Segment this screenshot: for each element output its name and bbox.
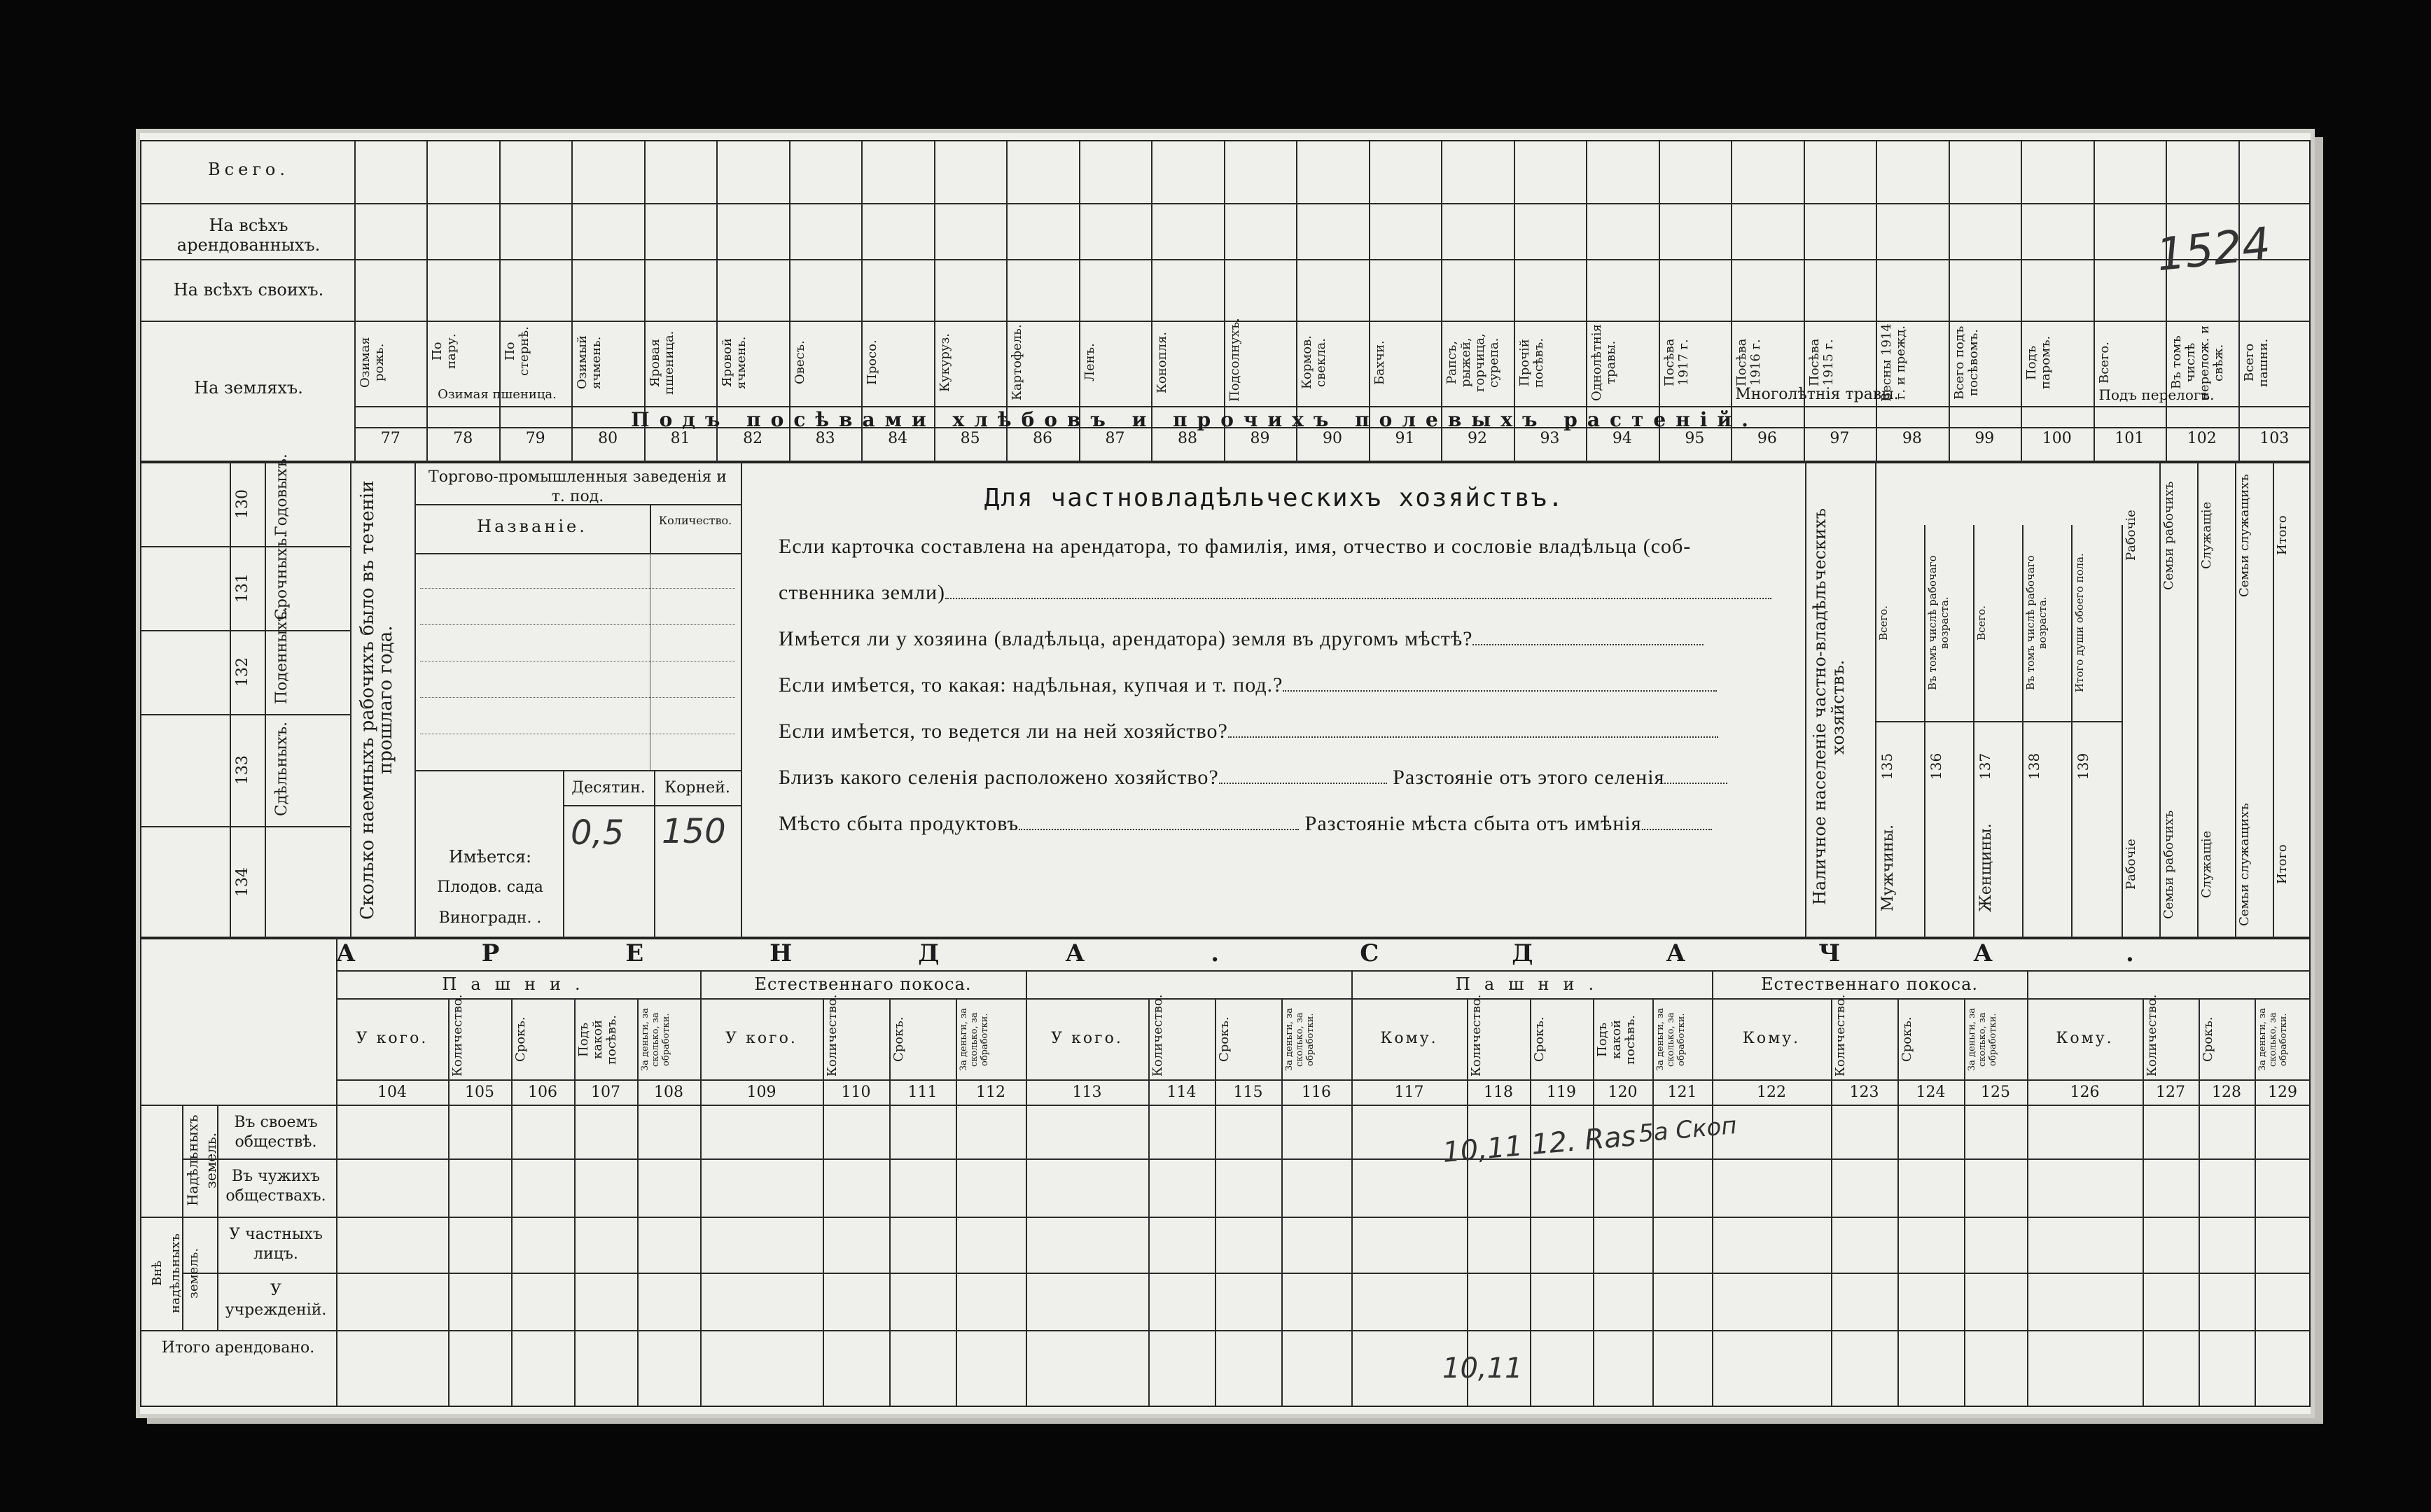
worker-type: Поденныхъ.: [273, 606, 291, 704]
row-group-vne: Внѣ надѣльныхъ земель.: [150, 1233, 201, 1313]
crop-header: Бахчи.: [1372, 340, 1387, 385]
trade-dotted-line: [420, 661, 735, 662]
crop-header: Рапсъ, рыжей, горчица, сурепа.: [1444, 333, 1502, 392]
crop-header: По пару.: [430, 333, 459, 370]
q1: Если карточка составлена на арендатора, то фамилія, имя, отчество и сословіе владѣльца (соб-: [779, 535, 1692, 558]
crop-number: 100: [2042, 430, 2072, 447]
lease-number: 125: [1981, 1084, 2010, 1101]
pop-right-header: Семьи служащихъ: [2237, 474, 2252, 597]
crop-header: Овесъ.: [792, 340, 807, 385]
lease-col-line: [1964, 998, 1965, 1407]
pop-number: 136: [1928, 752, 1944, 780]
crop-header: Всего.: [2096, 342, 2112, 384]
crop-header: Посѣва 1916 г.: [1734, 338, 1764, 387]
lease-row-label: У частныхъ лицъ.: [229, 1226, 323, 1263]
q6: Мѣсто сбыта продуктовъ Разстояніе мѣста сбыта отъ имѣнія: [779, 812, 1712, 836]
trade-count-header: Количество.: [658, 514, 732, 527]
lease-number: 119: [1547, 1084, 1576, 1101]
lease-col-header: Кому.: [2056, 1030, 2114, 1047]
trade-title: Торгово-промышленныя заведенія и т. под.: [429, 468, 727, 505]
worker-number: 134: [234, 867, 251, 897]
crop-header: Конопля.: [1155, 331, 1170, 394]
lease-col-header: Срокъ.: [513, 1016, 528, 1063]
lease-number: 124: [1916, 1084, 1946, 1101]
lease-number: 121: [1667, 1084, 1697, 1101]
lease-col-line: [1897, 998, 1899, 1407]
pop-men: Мужчины.: [1879, 824, 1897, 912]
winter-wheat-label: Озимая пшеница.: [438, 387, 557, 402]
hand-desyatin: 0,5: [571, 813, 625, 853]
pop-number: 137: [1977, 752, 1993, 780]
crop-header: Просо.: [865, 340, 880, 386]
hand-lease-1: 10,11 12. Ras: [1441, 1120, 1638, 1169]
lease-col-line: [1831, 998, 1832, 1407]
lease-col-header: Количество.: [450, 994, 465, 1077]
private-title: Для частновладѣльческихъ хозяйствъ.: [984, 484, 1565, 512]
crop-number: 93: [1540, 430, 1560, 447]
lease-col-header: Подъ какой посѣвъ.: [576, 1014, 619, 1065]
lease-col-line: [956, 998, 957, 1407]
desyatin-header: Десятин.: [571, 779, 646, 797]
perennial-label: Многолѣтнія травы.: [1735, 386, 1899, 403]
population-title: Наличное населеніе частно-владѣльческихъ хозяйствъ.: [1810, 508, 1848, 906]
crop-header: Подсолнухъ.: [1227, 318, 1242, 402]
workers-title: Сколько наемныхъ рабочихъ было въ теченіи прошлаго года.: [357, 480, 396, 920]
crop-number: 88: [1178, 430, 1198, 447]
lease-number: 105: [465, 1084, 494, 1101]
lease-col-header: За деньги, за сколько, за обработки.: [2257, 1008, 2289, 1072]
lease-number: 123: [1849, 1084, 1879, 1101]
lease-number: 110: [841, 1084, 871, 1101]
pop-women: Женщины.: [1977, 823, 1995, 913]
crop-number: 90: [1322, 430, 1342, 447]
hand-roots: 150: [662, 812, 726, 851]
crop-number: 101: [2115, 430, 2145, 447]
lease-col-line: [1467, 998, 1468, 1407]
lease-col-line: [448, 998, 450, 1407]
crop-number: 80: [598, 430, 618, 447]
lease-row-label: Итого арендовано.: [161, 1339, 315, 1357]
lease-number: 114: [1166, 1084, 1197, 1101]
lease-col-header: Количество.: [825, 994, 840, 1077]
hand-lease-2: 5а Скоп: [1637, 1111, 1739, 1149]
crop-number: 78: [453, 430, 473, 447]
pop-right-line: [2235, 462, 2236, 938]
crop-header: Прочій посѣвъ.: [1517, 337, 1546, 388]
crop-number: 99: [1974, 430, 1995, 447]
pop-col-header: Въ томъ числѣ рабочаго возраста.: [2024, 555, 2049, 691]
crop-number: 97: [1830, 430, 1850, 447]
worker-type: Сдѣльныхъ.: [273, 721, 291, 816]
pop-col-header: Въ томъ числѣ рабочаго возраста.: [1926, 555, 1951, 691]
lease-col-header: Срокъ.: [1217, 1016, 1232, 1063]
lease-col-line: [574, 998, 576, 1407]
lease-row-line: [182, 1158, 2311, 1160]
corner-handwriting: 1524: [2154, 218, 2273, 282]
hand-lease-3: 10,11: [1442, 1352, 1523, 1385]
crop-col-line: [2166, 140, 2167, 462]
crop-number: 81: [670, 430, 690, 447]
lease-col-header: За деньги, за сколько, за обработки.: [1284, 1008, 1316, 1072]
pop-right-line: [2159, 462, 2161, 938]
lease-number: 117: [1394, 1084, 1424, 1101]
lease-number: 107: [591, 1084, 620, 1101]
pop-col-line: [2122, 525, 2123, 938]
row-own: На всѣхъ своихъ.: [173, 280, 324, 300]
lease-row-label: Въ чужихъ обществахъ.: [225, 1168, 326, 1205]
lease-group-title: Пашни.: [442, 974, 594, 994]
lease-col-header: У кого.: [1051, 1030, 1123, 1047]
pop-col-header: Итого души обоего пола.: [2073, 553, 2086, 693]
lease-number: 106: [528, 1084, 557, 1101]
lease-number: 113: [1072, 1084, 1102, 1101]
lease-col-line: [1530, 998, 1531, 1407]
lease-col-header: За деньги, за сколько, за обработки.: [640, 1008, 671, 1072]
pop-right-footer: Итого: [2275, 844, 2290, 885]
crop-number: 103: [2259, 430, 2290, 447]
lease-col-header: За деньги, за сколько, за обработки.: [1655, 1008, 1687, 1072]
lease-col-line: [637, 998, 639, 1407]
crop-number: 83: [815, 430, 835, 447]
crop-header: Въ томъ числѣ перелож. и свѣж.: [2169, 325, 2227, 400]
lease-number: 127: [2156, 1084, 2185, 1101]
fallow-label: Подъ перелогъ.: [2098, 386, 2215, 403]
sdacha-banner: СДАЧА.: [1360, 939, 2267, 967]
pop-col-line: [2071, 525, 2073, 938]
crop-number: 91: [1395, 430, 1415, 447]
crop-number: 94: [1612, 430, 1632, 447]
row-total: Всего.: [208, 160, 289, 179]
lease-col-line: [2199, 998, 2200, 1407]
worker-row-line: [140, 826, 350, 827]
lease-col-header: Срокъ.: [1900, 1016, 1914, 1063]
pop-number: 138: [2026, 752, 2042, 780]
lease-row-line: [140, 1330, 2311, 1331]
crop-number: 96: [1757, 430, 1777, 447]
lease-number: 120: [1608, 1084, 1638, 1101]
lease-number: 111: [907, 1084, 938, 1101]
q5: Близъ какого селенія расположено хозяйство? Разстояніе отъ этого селенія: [779, 766, 1727, 790]
q4: Если имѣется, то ведется ли на ней хозяйство?: [779, 720, 1718, 743]
lease-col-line: [823, 998, 824, 1407]
crop-header: Кормов. свекла.: [1300, 335, 1329, 390]
pop-right-line: [2273, 462, 2274, 938]
q3: Если имѣется, то какая: надѣльная, купчая и т. под.?: [779, 673, 1717, 697]
worker-type: Годовыхъ.: [273, 454, 291, 536]
trade-name-header: Названіе.: [477, 517, 587, 536]
pop-col-header: Всего.: [1877, 606, 1890, 640]
lease-number: 128: [2212, 1084, 2241, 1101]
pop-number: 135: [1879, 752, 1895, 780]
lease-number: 116: [1302, 1084, 1331, 1101]
lease-col-header: Срокъ.: [2201, 1016, 2215, 1063]
crops-banner: Подъ посѣвами хлѣбовъ и прочихъ полевыхъ растеній.: [631, 408, 1758, 431]
lease-col-line: [1593, 998, 1594, 1407]
crop-col-line: [2094, 140, 2095, 462]
census-card: [140, 133, 2311, 1414]
crop-header: Озимая рожь.: [358, 337, 386, 388]
has-label: Имѣется:: [448, 847, 532, 867]
lease-number: 129: [2268, 1084, 2297, 1101]
lease-number: 118: [1484, 1084, 1513, 1101]
lease-number: 109: [746, 1084, 776, 1101]
vineyard-label: Виноградн. .: [438, 909, 542, 927]
worker-number: 131: [234, 573, 251, 603]
pop-right-footer: Семьи рабочихъ: [2161, 810, 2176, 919]
lease-col-header: Подъ какой посѣвъ.: [1595, 1014, 1638, 1065]
lease-col-line: [889, 998, 891, 1407]
crop-number: 86: [1033, 430, 1053, 447]
lease-col-header: За деньги, за сколько, за обработки.: [1967, 1008, 1998, 1072]
crop-header: Яровая пшеница.: [647, 330, 676, 395]
worker-number: 132: [234, 657, 251, 687]
lease-col-line: [1148, 998, 1150, 1407]
row-group-nadel: Надѣльныхъ земель.: [184, 1114, 219, 1207]
crop-number: 79: [525, 430, 545, 447]
lease-col-header: Количество.: [2145, 994, 2159, 1077]
lease-number: 112: [976, 1084, 1005, 1101]
lease-col-header: Количество.: [1150, 994, 1165, 1077]
worker-row-line: [140, 630, 350, 631]
pop-right-header: Итого: [2275, 515, 2290, 556]
row-leased: На всѣхъ арендованныхъ.: [176, 216, 321, 255]
lease-col-header: Срокъ.: [1532, 1016, 1547, 1063]
crop-number: 92: [1467, 430, 1487, 447]
pop-col-header: Всего.: [1975, 606, 1988, 640]
crop-number: 89: [1250, 430, 1270, 447]
crop-header: Посѣва 1915 г.: [1806, 338, 1836, 387]
lease-col-line: [2143, 998, 2144, 1407]
pop-right-footer: Семьи служащихъ: [2237, 803, 2252, 926]
crop-number: 98: [1902, 430, 1922, 447]
lease-col-line: [1652, 998, 1654, 1407]
crop-header: Всего пашни.: [2241, 338, 2271, 387]
lease-col-line: [511, 998, 513, 1407]
crop-number: 84: [888, 430, 908, 447]
crop-number: 95: [1685, 430, 1705, 447]
lease-number: 115: [1233, 1084, 1263, 1101]
lease-row-line: [140, 1217, 2311, 1218]
worker-row-line: [140, 546, 350, 547]
crop-col-line: [2238, 140, 2240, 462]
lease-col-header: Срокъ.: [891, 1016, 906, 1063]
crop-header: Весны 1914 г. и прежд.: [1879, 323, 1909, 402]
pop-right-footer: Служащіе: [2199, 830, 2214, 899]
lease-group-title: Естественнаго покоса.: [754, 974, 972, 994]
crop-header: Подъ паромъ.: [2024, 335, 2054, 390]
pop-right-header: Служащіе: [2199, 501, 2214, 570]
lease-col-header: Кому.: [1380, 1030, 1438, 1047]
crop-number: 82: [743, 430, 763, 447]
crop-number: 102: [2187, 430, 2217, 447]
orchard-label: Плодов. сада: [437, 878, 543, 896]
pop-number: 139: [2075, 752, 2091, 780]
pop-right-header: Семьи рабочихъ: [2161, 481, 2176, 590]
pop-col-line: [1973, 525, 1974, 938]
lease-number: 126: [2070, 1084, 2100, 1101]
crop-header: По стернѣ.: [502, 326, 531, 377]
crop-number: 87: [1105, 430, 1125, 447]
arenda-banner: АРЕНДА.: [336, 939, 1346, 967]
lease-row-label: У учрежденій.: [225, 1282, 327, 1319]
lease-col-line: [2255, 998, 2256, 1407]
lease-col-header: Количество.: [1469, 994, 1484, 1077]
pop-sex-line: [1875, 721, 2122, 722]
lease-col-line: [1215, 998, 1216, 1407]
roots-header: Корней.: [664, 779, 730, 797]
pop-right-footer: Рабочіе: [2124, 839, 2138, 890]
lease-col-header: За деньги, за сколько, за обработки.: [959, 1008, 990, 1072]
crop-header: Однолѣтнія травы.: [1589, 323, 1619, 402]
q2: Имѣется ли у хозяина (владѣльца, арендатора) земля въ другомъ мѣстѣ?: [779, 627, 1704, 651]
crop-header: Всего подъ посѣвомъ.: [1951, 326, 1981, 400]
worker-row-line: [140, 714, 350, 715]
trade-dotted-line: [420, 588, 735, 589]
lease-group-title: Естественнаго покоса.: [1760, 974, 1979, 994]
pop-right-line: [2197, 462, 2199, 938]
crop-header: Ленъ.: [1082, 343, 1097, 382]
crop-number: 77: [380, 430, 400, 447]
lease-col-header: Кому.: [1742, 1030, 1801, 1047]
lease-row-line: [182, 1273, 2311, 1274]
lease-col-header: У кого.: [725, 1030, 797, 1047]
crop-header: Посѣва 1917 г.: [1662, 338, 1691, 387]
crop-number: 85: [960, 430, 980, 447]
lease-number: 122: [1757, 1084, 1786, 1101]
lease-col-header: Количество.: [1833, 994, 1848, 1077]
lease-number: 108: [654, 1084, 683, 1101]
q1-cont: ственника земли): [779, 581, 1771, 605]
crop-header: Озимый ячмень.: [575, 335, 604, 390]
crop-header: Яровой ячмень.: [720, 336, 749, 389]
lease-col-header: У кого.: [356, 1030, 429, 1047]
worker-type: Срочныхъ.: [273, 533, 291, 620]
worker-number: 133: [234, 755, 251, 785]
lease-col-line: [1281, 998, 1283, 1407]
lease-row-label: Въ своемъ обществѣ.: [234, 1114, 318, 1151]
crop-header: Кукуруз.: [937, 333, 952, 393]
row-on-lands: На земляхъ.: [194, 378, 303, 398]
worker-number: 130: [234, 489, 251, 519]
crop-header: Картофель.: [1010, 324, 1025, 401]
lease-number: 104: [377, 1084, 407, 1101]
pop-right-header: Рабочіе: [2124, 510, 2138, 561]
trade-dotted-line: [420, 624, 735, 625]
trade-dotted-line: [420, 697, 735, 698]
lease-group-title: Пашни.: [1455, 974, 1608, 994]
